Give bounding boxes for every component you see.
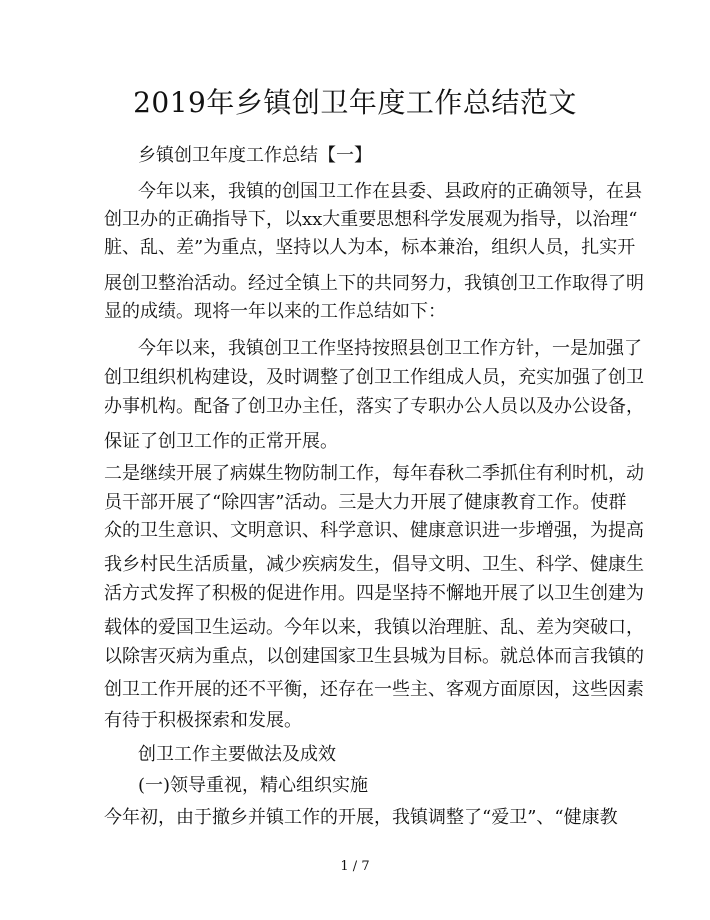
page-indicator: 1 / 7	[340, 859, 370, 874]
paragraph-line: 今年以来，我镇的创国卫工作在县委、县政府的正确领导，在县	[138, 181, 642, 202]
paragraph-line: 有待于积极探索和发展。	[104, 710, 302, 731]
paragraph-line: 创卫办的正确指导下，以xx大重要思想科学发展观为指导，以治理“	[104, 209, 638, 230]
section-heading: 乡镇创卫年度工作总结【一】	[138, 145, 372, 166]
paragraph-line: 显的成绩。现将一年以来的工作总结如下：	[104, 301, 446, 322]
paragraph-line: 创卫工作开展的还不平衡，还存在一些主、客观方面原因，这些因素	[104, 679, 644, 700]
paragraph-line: 保证了创卫工作的正常开展。	[104, 431, 338, 452]
paragraph-line: 脏、乱、差”为重点，坚持以人为本，标本兼治，组织人员，扎实开	[104, 237, 636, 258]
paragraph-line: 办事机构。配备了创卫办主任，落实了专职办公人员以及办公设备，	[104, 396, 644, 417]
paragraph-line: 展创卫整治活动。经过全镇上下的共同努力，我镇创卫工作取得了明	[104, 273, 644, 294]
paragraph-line: 我乡村民生活质量，减少疾病发生，倡导文明、卫生、科学、健康生	[104, 554, 644, 575]
paragraph-line: 活方式发挥了积极的促进作用。四是坚持不懈地开展了以卫生创建为	[104, 583, 644, 604]
subsection-heading: (一)领导重视，精心组织实施	[138, 775, 369, 796]
paragraph-line: 以除害灭病为重点，以创建国家卫生县城为目标。就总体而言我镇的	[104, 646, 644, 667]
subsection-heading: 创卫工作主要做法及成效	[138, 744, 336, 765]
paragraph-line: 创卫组织机构建设，及时调整了创卫工作组成人员，充实加强了创卫	[104, 367, 644, 388]
paragraph-line: 二是继续开展了病媒生物防制工作，每年春秋二季抓住有利时机，动	[104, 463, 644, 484]
paragraph-line: 载体的爱国卫生运动。今年以来，我镇以治理脏、乱、差为突破口，	[104, 617, 644, 638]
paragraph-line: 员干部开展了“除四害”活动。三是大力开展了健康教育工作。使群	[104, 492, 627, 513]
paragraph-line: 今年初，由于撤乡并镇工作的开展，我镇调整了“爱卫”、“健康教	[104, 807, 618, 828]
paragraph-line: 众的卫生意识、文明意识、科学意识、健康意识进一步增强，为提高	[104, 520, 644, 541]
document-title: 2019年乡镇创卫年度工作总结范文	[133, 86, 577, 119]
paragraph-line: 今年以来，我镇创卫工作坚持按照县创卫工作方针，一是加强了	[138, 338, 642, 359]
